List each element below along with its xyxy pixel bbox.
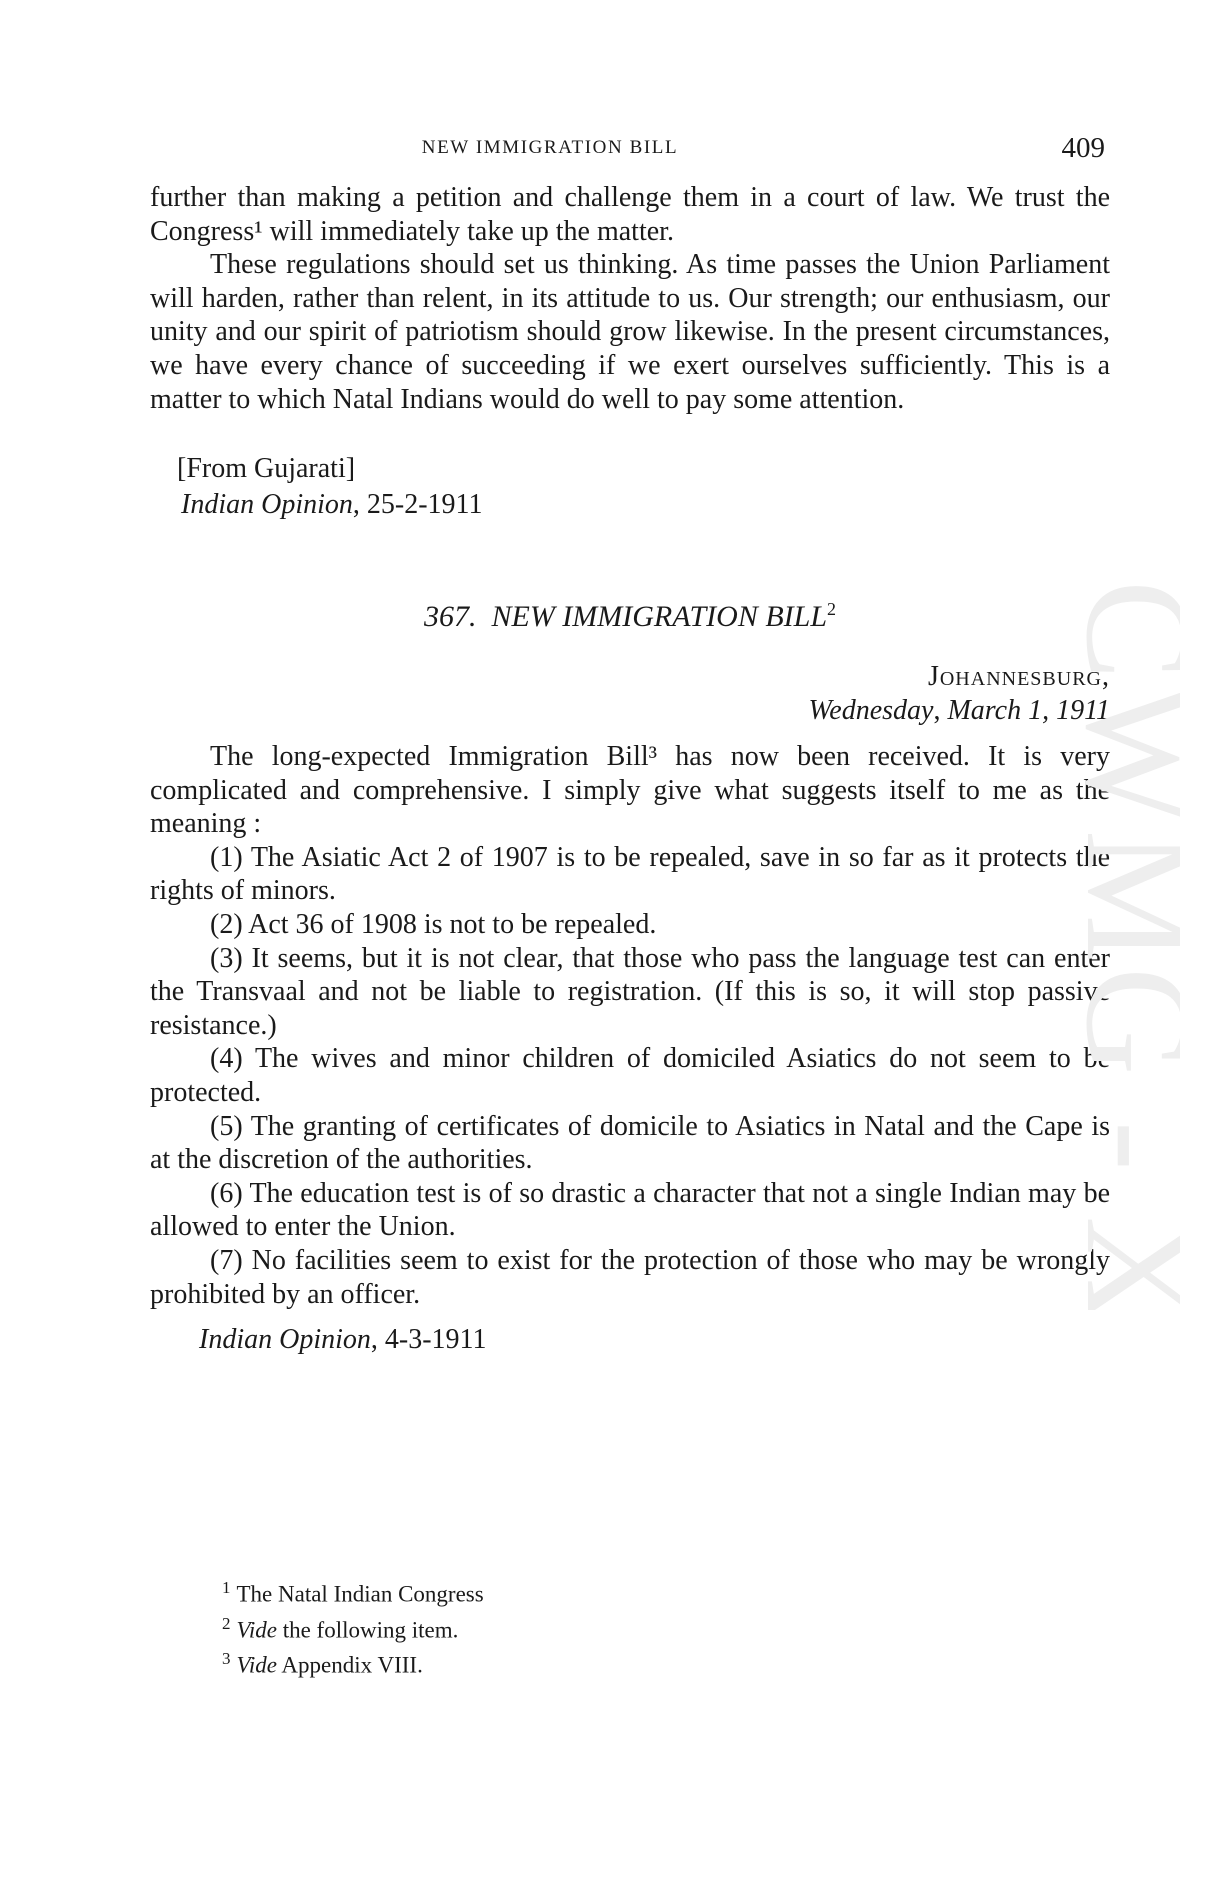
source-date: , 25-2-1911 <box>352 489 483 520</box>
footnotes <box>222 1573 484 1680</box>
translation-note: [From Gujarati] <box>177 453 356 484</box>
item-title: NEW IMMIGRATION BILL <box>491 600 828 633</box>
watermark-text: CWMG <box>1055 580 1180 1080</box>
running-title: NEW IMMIGRATION BILL <box>421 137 679 158</box>
previous-item-text <box>150 181 1110 416</box>
list-item: (3) It seems, but it is not clear, that those who pass the language test can enter the Transvaal and not be liable to registration. (If this is so, it will stop passive resistance.) <box>150 942 1110 1041</box>
paragraph: These regulations should set us thinking. As time passes the Union Parliament will harden, rather than relent, in its attitude to us. Our strength; our enthusiasm, our unity and our spirit of patriotism should grow likewise. In the present circumstances, we have every chance of succeeding if we exert ourselves sufficiently. This is a matter to which Natal Indians would do well to pay some attention. <box>150 249 1110 415</box>
footnote: $^3$ Vide Appendix VIII. <box>222 1649 423 1678</box>
paragraph: further than making a petition and challenge them in a court of law. We trust the Congress¹ will immediately take up the matter. <box>150 182 1110 247</box>
item-title-footnote: 2 <box>827 599 837 619</box>
list-item: (4) The wives and minor children of domiciled Asiatics do not seem to be protected. <box>150 1043 1110 1108</box>
document-page <box>150 0 1110 1890</box>
item-heading <box>150 600 1110 634</box>
list-item: (2) Act 36 of 1908 is not to be repealed. <box>210 908 657 940</box>
list-item: (5) The granting of certificates of domicile to Asiatics in Natal and the Cape is at the discretion of the authorities. <box>150 1110 1110 1176</box>
watermark-image <box>1050 580 1180 1310</box>
source-citation <box>199 1323 487 1357</box>
list-item: (1) The Asiatic Act 2 of 1907 is to be repealed, save in so far as it protects the rights of minors. <box>150 841 1110 907</box>
date: Wednesday, March 1, 1911 <box>808 694 1110 726</box>
footnote: $^2$ Vide the following item. <box>222 1613 459 1643</box>
source-date: , 4-3-1911 <box>370 1324 487 1355</box>
list-item: (7) No facilities seem to exist for the protection of those who may be wrongly prohibited by an officer. <box>150 1244 1110 1310</box>
item-number: 367. <box>423 600 477 633</box>
page-number: 409 <box>1061 132 1105 164</box>
watermark <box>1050 580 1180 1310</box>
running-head <box>150 132 1110 164</box>
list-item: (6) The education test is of so drastic a character that not a single Indian may be allowed to enter the Union. <box>150 1177 1110 1243</box>
place: Johannesburg, <box>927 661 1110 692</box>
source-publication: Indian Opinion <box>199 1324 371 1355</box>
intro-paragraph: The long-expected Immigration Bill³ has now been received. It is very complicated and comprehensive. I simply give what suggests itself to me as the meaning : <box>150 741 1110 840</box>
item-body <box>150 740 1110 1311</box>
source-publication: Indian Opinion <box>181 489 353 520</box>
footnote: $^1$ The Natal Indian Congress <box>222 1578 484 1607</box>
source-citation <box>181 488 483 522</box>
